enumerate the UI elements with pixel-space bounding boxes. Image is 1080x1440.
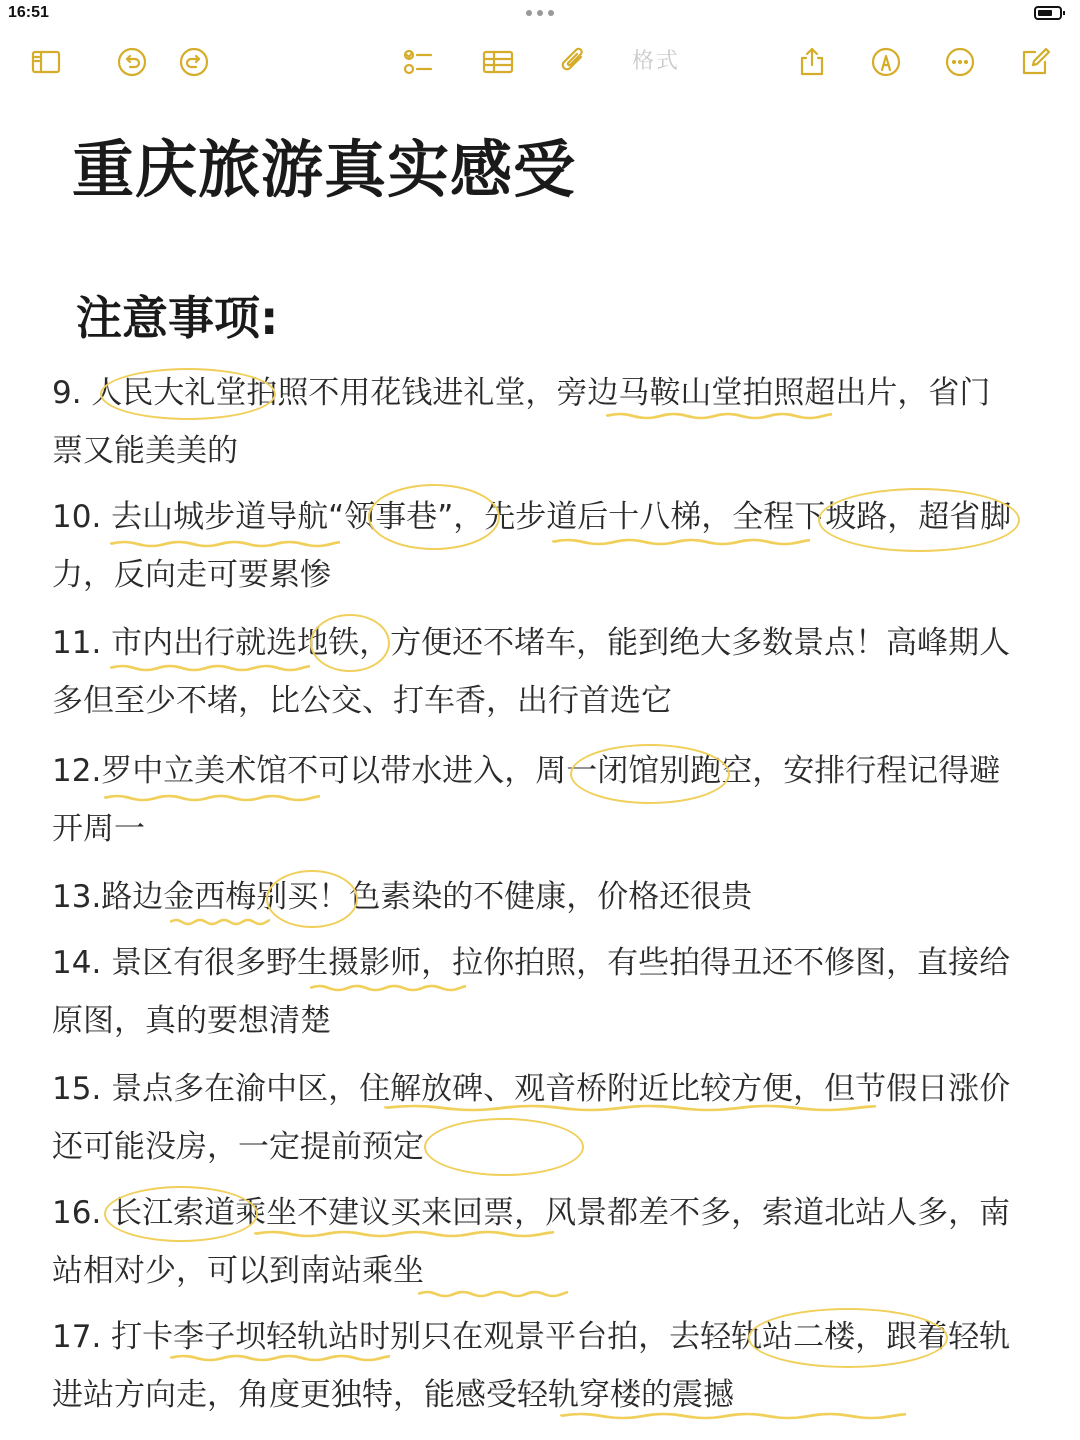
note-item[interactable]: 9. 人民大礼堂拍照不用花钱进礼堂，旁边马鞍山堂拍照超出片，省门票又能美美的 [52,375,991,469]
section-heading[interactable]: 注意事项: [76,291,279,345]
compose-icon[interactable] [1016,42,1056,82]
note-item[interactable]: 17. 打卡李子坝轻轨站时别只在观景平台拍，去轻轨站二楼，跟着轻轨进站方向走，角度更独特，能感受轻轨穿楼的震撼 [52,1319,1011,1413]
notes-toolbar [0,36,1080,86]
note-item[interactable]: 11. 市内出行就选地铁，方便还不堵车，能到绝大多数景点！高峰期人多但至少不堵，比公交、打车香，出行首选它 [52,625,1011,719]
note-item[interactable]: 14. 景区有很多野生摄影师，拉你拍照，有些拍得丑还不修图，直接给原图，真的要想清楚 [52,945,1011,1039]
status-time: 16:51 [8,4,49,21]
note-item[interactable]: 10. 去山城步道导航“领事巷”，先步道后十八梯，全程下坡路，超省脚力，反向走可要累惨 [52,499,1012,593]
checklist-icon[interactable] [398,42,438,82]
note-item[interactable]: 12.罗中立美术馆不可以带水进入，周一闭馆别跑空，安排行程记得避开周一 [52,753,1001,847]
redo-icon[interactable] [174,42,214,82]
note-item[interactable]: 16. 长江索道乘坐不建议买来回票，风景都差不多，索道北站人多，南站相对少，可以到南站乘坐 [52,1195,1011,1289]
more-icon[interactable] [940,42,980,82]
multitasking-dots-icon[interactable] [524,10,556,18]
share-icon[interactable] [792,42,832,82]
attachment-icon[interactable] [554,42,594,82]
status-bar [0,0,1080,30]
sidebar-icon[interactable] [26,42,66,82]
undo-icon[interactable] [112,42,152,82]
note-title[interactable]: 重庆旅游真实感受 [72,133,577,206]
battery-icon [1034,6,1062,20]
table-icon[interactable] [478,42,518,82]
markup-icon[interactable] [866,42,906,82]
note-item[interactable]: 13.路边金西梅别买！色素染的不健康，价格还很贵 [52,879,753,915]
format-button[interactable]: 格式 [632,49,681,74]
note-item[interactable]: 15. 景点多在渝中区，住解放碑、观音桥附近比较方便，但节假日涨价还可能没房，一定提前预定 [52,1071,1011,1165]
